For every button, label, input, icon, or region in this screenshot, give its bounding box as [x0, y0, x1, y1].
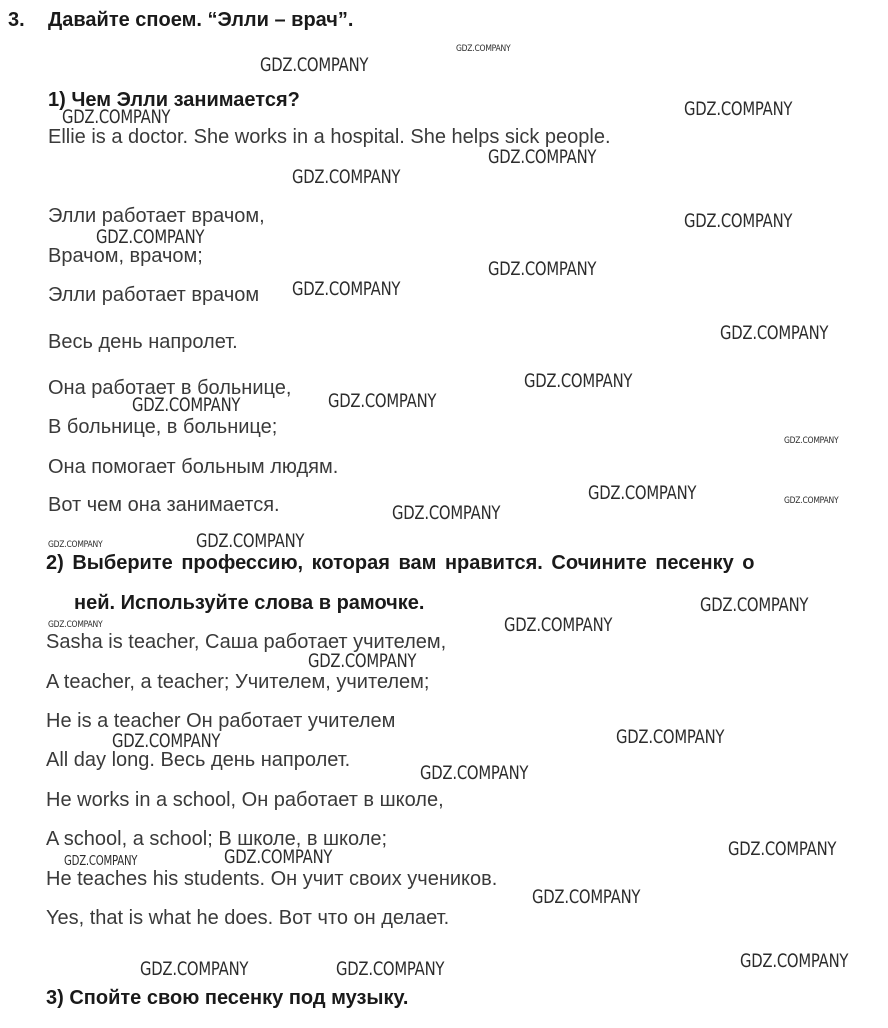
part2-line: All day long. Весь день напролет.	[46, 749, 351, 771]
watermark: GDZ.COMPANY	[684, 98, 793, 120]
watermark: GDZ.COMPANY	[132, 394, 241, 416]
part1-line: Врачом, врачом;	[48, 245, 203, 267]
watermark: GDZ.COMPANY	[62, 106, 171, 128]
exercise-title: Давайте споем. “Элли – врач”.	[48, 9, 354, 31]
watermark: GDZ.COMPANY	[524, 370, 633, 392]
watermark: GDZ.COMPANY	[532, 886, 641, 908]
part2-line: He teaches his students. Он учит своих учеников.	[46, 868, 498, 890]
part1-line: Она помогает больным людям.	[48, 456, 339, 478]
watermark: GDZ.COMPANY	[588, 482, 697, 504]
part2-heading-line1: 2) Выберите профессию, которая вам нравится. Сочините песенку о	[46, 552, 755, 574]
part1-line: Элли работает врачом	[48, 284, 260, 306]
part2-line: He works in a school, Он работает в школе,	[46, 789, 444, 811]
watermark: GDZ.COMPANY	[784, 496, 839, 506]
part2-heading-line2: ней. Используйте слова в рамочке.	[74, 592, 425, 614]
exercise-number: 3.	[8, 9, 25, 31]
part2-line: He is a teacher Он работает учителем	[46, 710, 396, 732]
part1-line: Элли работает врачом,	[48, 205, 265, 227]
watermark: GDZ.COMPANY	[224, 846, 333, 868]
part1-heading: 1) Чем Элли занимается?	[48, 89, 300, 111]
watermark: GDZ.COMPANY	[292, 278, 401, 300]
watermark: GDZ.COMPANY	[488, 258, 597, 280]
watermark: GDZ.COMPANY	[308, 650, 417, 672]
watermark: GDZ.COMPANY	[456, 44, 511, 54]
watermark: GDZ.COMPANY	[728, 838, 837, 860]
part1-line: Она работает в больнице,	[48, 377, 292, 399]
watermark: GDZ.COMPANY	[328, 390, 437, 412]
part2-line: Sasha is teacher, Саша работает учителем,	[46, 631, 447, 653]
watermark: GDZ.COMPANY	[740, 950, 849, 972]
part1-english-text: Ellie is a doctor. She works in a hospital. She helps sick people.	[48, 126, 611, 148]
watermark: GDZ.COMPANY	[488, 146, 597, 168]
watermark: GDZ.COMPANY	[700, 594, 809, 616]
part3-heading: 3) Спойте свою песенку под музыку.	[46, 987, 409, 1009]
watermark: GDZ.COMPANY	[392, 502, 501, 524]
watermark: GDZ.COMPANY	[616, 726, 725, 748]
part2-line: A school, a school; В школе, в школе;	[46, 828, 388, 850]
watermark: GDZ.COMPANY	[96, 226, 205, 248]
part1-line: Весь день напролет.	[48, 331, 238, 353]
watermark: GDZ.COMPANY	[720, 322, 829, 344]
watermark: GDZ.COMPANY	[260, 54, 369, 76]
watermark: GDZ.COMPANY	[336, 958, 445, 980]
watermark: GDZ.COMPANY	[684, 210, 793, 232]
part2-line: Yes, that is what he does. Вот что он делает.	[46, 907, 450, 929]
part1-line: Вот чем она занимается.	[48, 494, 280, 516]
watermark: GDZ.COMPANY	[420, 762, 529, 784]
watermark: GDZ.COMPANY	[196, 530, 305, 552]
part2-line: A teacher, a teacher; Учителем, учителем;	[46, 671, 430, 693]
watermark: GDZ.COMPANY	[48, 620, 103, 630]
watermark: GDZ.COMPANY	[64, 854, 138, 869]
watermark: GDZ.COMPANY	[504, 614, 613, 636]
watermark: GDZ.COMPANY	[48, 540, 103, 550]
part1-line: В больнице, в больнице;	[48, 416, 278, 438]
watermark: GDZ.COMPANY	[112, 730, 221, 752]
watermark: GDZ.COMPANY	[292, 166, 401, 188]
watermark: GDZ.COMPANY	[140, 958, 249, 980]
watermark: GDZ.COMPANY	[784, 436, 839, 446]
